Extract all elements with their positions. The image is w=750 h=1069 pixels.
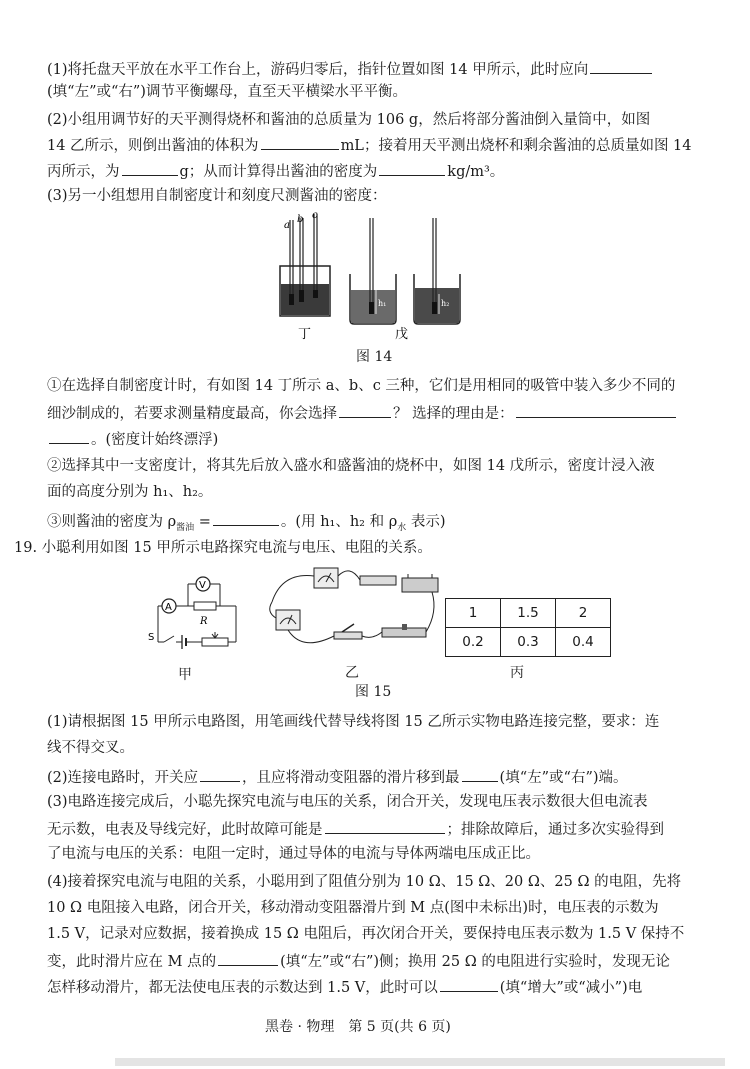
label-ding: 丁 [298,327,312,342]
beaker-ding [280,210,330,316]
figure-15-physical-circuit [262,562,442,657]
q19-part4-line2: 10 Ω 电阻接入电路，闭合开关，移动滑动变阻器滑片到 M 点(图中未标出)时，电压表的示数为 [47,900,659,916]
q19-intro: 19. 小聪利用如图 15 甲所示电路探究电流与电压、电阻的关系。 [14,540,432,556]
ammeter-device [276,610,300,630]
label-h1: h₁ [378,299,387,308]
label-a: a [284,220,290,231]
table-cell: 0.3 [501,628,556,657]
q19-part4-line4: 变，此时滑片应在 M 点的 (填“左”或“右”)侧；换用 25 Ω 的电阻进行实验时，发现无论 [47,950,670,972]
q18-part2-line2: 14 乙所示，则倒出酱油的体积为 mL；接着用天平测出烧杯和剩余酱油的总质量如图 14 [47,134,692,156]
q18-sub1-line1: ①在选择自制密度计时，有如图 14 丁所示 a、b、c 三种，它们是用相同的吸管中装入多少不同的 [47,378,676,394]
q18-part3-intro: (3)另一小组想用自制密度计和刻度尺测酱油的密度： [47,188,387,204]
answer-blank[interactable] [339,402,391,418]
battery-holder [402,574,438,592]
beaker-wu-water [350,218,396,324]
figure-14-caption: 图 14 [356,349,393,365]
answer-blank[interactable] [49,428,89,444]
q18-sub1-line3: 。(密度计始终漂浮) [47,428,218,450]
answer-blank[interactable] [590,58,652,74]
table-cell: 1.5 [501,599,556,628]
label-bing: 丙 [510,665,524,681]
voltmeter-device [314,568,338,588]
resistor-label: R [200,616,208,627]
answer-blank[interactable] [213,510,279,526]
q18-part1-line2: (填“左”或“右”)调节平衡螺母，直至天平横梁水平平衡。 [47,84,407,100]
q18-sub2-line2: 面的高度分别为 h₁、h₂。 [47,484,213,500]
q19-part4-line3: 1.5 V，记录对应数据，接着换成 15 Ω 电阻后，再次闭合开关，要保持电压表示数为 1.5 V 保持不 [47,926,685,942]
page-footer: 黑卷 · 物理 第 5 页(共 6 页) [265,1019,451,1035]
q19-part4-line5: 怎样移动滑片，都无法使电压表的示数达到 1.5 V，此时可以 (填“增大”或“减小”)电 [47,976,642,998]
q18-part2-line3: 丙所示，为 g；从而计算得出酱油的密度为 kg/m³。 [47,160,504,182]
q19-part4-line1: (4)接着探究电流与电阻的关系，小聪用到了阻值分别为 10 Ω、15 Ω、20 Ω、25 Ω 的电阻，先将 [47,874,682,890]
beaker-wu-soy [414,218,460,324]
q19-part1-line2: 线不得交叉。 [47,740,134,756]
voltmeter-label: V [199,580,206,591]
table-cell: 0.4 [556,628,611,657]
table-row [446,599,611,628]
label-jia: 甲 [178,667,192,683]
q18-sub3: ③则酱油的密度为 $\rho_{酱油}$ = 。(用 h₁、h₂ 和 $\rho_水$ 表示) [47,510,446,538]
label-b: b [297,214,304,225]
q19-part3-line3: 了电流与电压的关系：电阻一定时，通过导体的电流与导体两端电压成正比。 [47,846,540,862]
q18-part2-line1: (2)小组用调节好的天平测得烧杯和酱油的总质量为 106 g，然后将部分酱油倒入量筒中，如图 [47,112,651,128]
label-yi: 乙 [345,665,359,681]
label-c: c [312,210,318,221]
label-wu: 戊 [395,327,409,342]
resistor-block [360,576,396,585]
scan-edge [115,1058,725,1066]
answer-blank[interactable] [379,160,445,176]
figure-15-data-table [445,598,611,657]
switch-device [334,624,362,639]
q18-sub1-line2: 细沙制成的，若要求测量精度最高，你会选择 ？ 选择的理由是： [47,402,678,424]
answer-blank[interactable] [325,818,445,834]
table-row [446,628,611,657]
figure-15-caption: 图 15 [355,684,392,700]
switch-label: S [148,632,155,643]
table-cell: 2 [556,599,611,628]
table-cell: 1 [446,599,501,628]
answer-blank[interactable] [122,160,178,176]
q19-part2: (2)连接电路时，开关应 ，且应将滑动变阻器的滑片移到最 (填“左”或“右”)端。 [47,766,628,788]
table-cell: 0.2 [446,628,501,657]
answer-blank[interactable] [200,766,240,782]
answer-blank[interactable] [218,950,278,966]
q18-sub2-line1: ②选择其中一支密度计，将其先后放入盛水和盛酱油的烧杯中，如图 14 戊所示，密度计浸入液 [47,458,655,474]
q19-part3-line2: 无示数，电表及导线完好，此时故障可能是 ；排除故障后，通过多次实验得到 [47,818,664,840]
figure-14-hydrometers [270,210,480,342]
ammeter-label: A [165,602,172,613]
figure-15-circuit-diagram [140,572,250,662]
q19-part1-line1: (1)请根据图 15 甲所示电路图，用笔画线代替导线将图 15 乙所示实物电路连接完整，要求：连 [47,714,660,730]
answer-blank[interactable] [261,134,339,150]
answer-blank[interactable] [462,766,498,782]
answer-blank[interactable] [440,976,498,992]
q19-part3-line1: (3)电路连接完成后，小聪先探究电流与电压的关系，闭合开关，发现电压表示数很大但电流表 [47,794,648,810]
answer-blank[interactable] [516,402,676,418]
label-h2: h₂ [441,299,450,308]
rheostat-device [382,624,426,637]
q18-part1-line1: (1)将托盘天平放在水平工作台上，游码归零后，指针位置如图 14 甲所示，此时应向 [47,58,654,80]
